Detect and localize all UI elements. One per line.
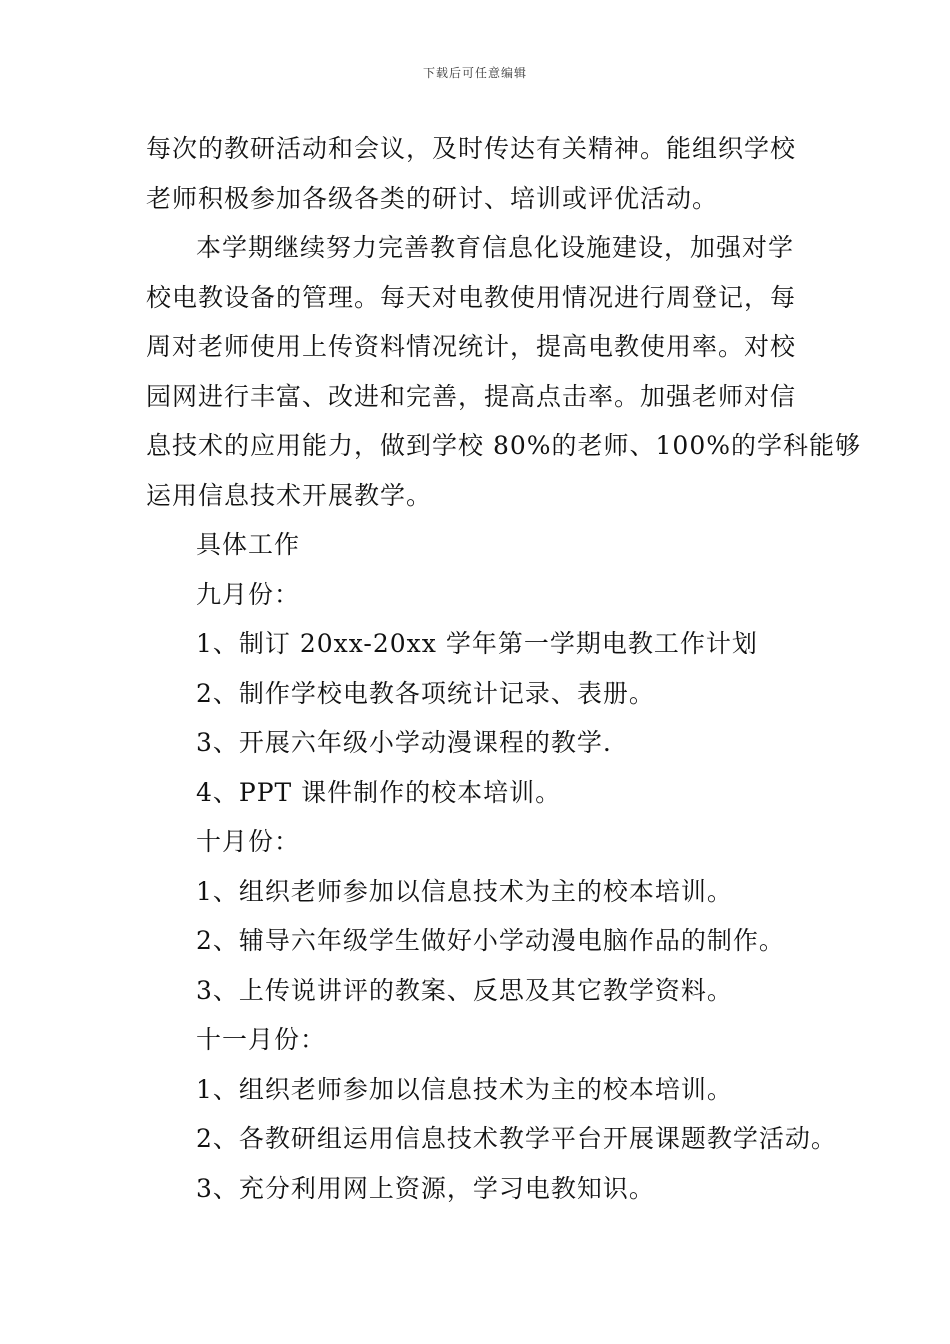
list-item: 1、组织老师参加以信息技术为主的校本培训。 — [196, 876, 733, 906]
paragraph-line-3: 本学期继续努力完善教育信息化设施建设，加强对学 — [196, 233, 795, 262]
list-item: 2、制作学校电教各项统计记录、表册。 — [196, 678, 655, 708]
section-heading-specific-work: 具体工作 — [196, 530, 301, 559]
paragraph-line-4: 校电教设备的管理。每天对电教使用情况进行周登记，每 — [146, 282, 797, 312]
paragraph-line-8: 运用信息技术开展教学。 — [146, 480, 433, 510]
paragraph-line-5: 周对老师使用上传资料情况统计，提高电教使用率。对校 — [146, 332, 797, 361]
document-body — [146, 124, 861, 1213]
list-item: 4、PPT 课件制作的校本培训。 — [196, 777, 562, 807]
list-item: 1、组织老师参加以信息技术为主的校本培训。 — [196, 1074, 733, 1104]
list-item: 2、各教研组运用信息技术教学平台开展课题教学活动。 — [196, 1124, 837, 1153]
month-heading-october: 十月份： — [196, 827, 301, 856]
month-heading-november: 十一月份： — [196, 1025, 327, 1054]
paragraph-line-7: 息技术的应用能力，做到学校 80%的老师、100%的学科能够 — [146, 431, 861, 460]
list-item: 3、开展六年级小学动漫课程的教学. — [196, 728, 612, 757]
paragraph-line-2: 老师积极参加各级各类的研讨、培训或评优活动。 — [146, 183, 719, 213]
list-item: 3、充分利用网上资源，学习电教知识。 — [196, 1173, 655, 1203]
list-item: 2、辅导六年级学生做好小学动漫电脑作品的制作。 — [196, 926, 785, 955]
page-header-note: 下载后可任意编辑 — [422, 66, 527, 80]
paragraph-line-1: 每次的教研活动和会议，及时传达有关精神。能组织学校 — [146, 134, 797, 163]
month-heading-september: 九月份： — [196, 579, 301, 609]
list-item: 1、制订 20xx-20xx 学年第一学期电教工作计划 — [196, 629, 758, 658]
list-item: 3、上传说讲评的教案、反思及其它教学资料。 — [196, 975, 733, 1005]
paragraph-line-6: 园网进行丰富、改进和完善，提高点击率。加强老师对信 — [146, 381, 797, 411]
